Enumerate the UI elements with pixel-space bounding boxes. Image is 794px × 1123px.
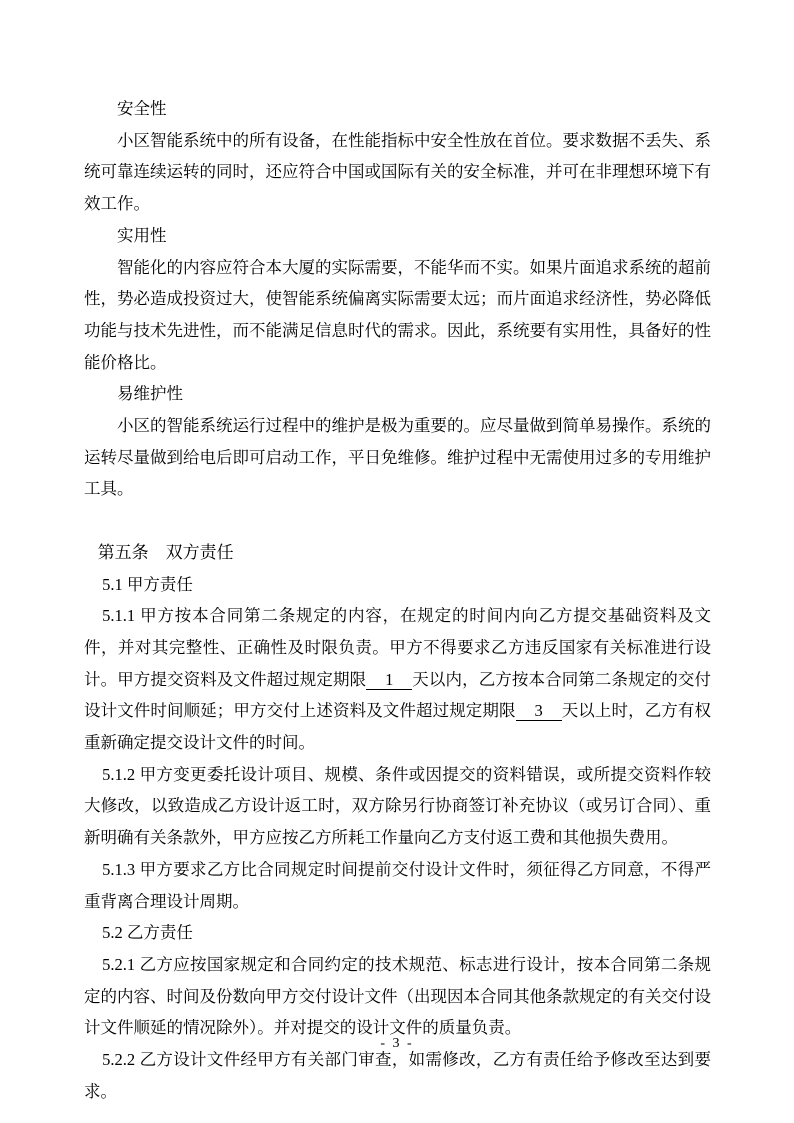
filled-blank-days-within: 1 <box>366 671 412 690</box>
principle-title-safety: 安全性 <box>117 99 167 118</box>
principle-title-maintainability: 易维护性 <box>117 384 183 404</box>
clause-5-2-title: 5.2 乙方责任 <box>102 923 193 943</box>
principle-body-practicality: 智能化的内容应符合本大厦的实际需要，不能华而不实。如果片面追求系统的超前性，势必造成投资过大，使智能系统偏离实际需要太远；而片面追求经济性，势必降低功能与技术先进性，而不能满足信息时代的需求。因此，系统要有实用性，具备好的性能价格比。 <box>84 257 711 372</box>
page-footer <box>0 1036 794 1052</box>
filled-blank-days-over: 3 <box>516 702 562 721</box>
article5-heading: 第五条 双方责任 <box>97 542 234 562</box>
principle-body-safety: 小区智能系统中的所有设备，在性能指标中安全性放在首位。要求数据不丢失、系统可靠连续运转的同时，还应符合中国或国际有关的安全标准，并可在非理想环境下有效工作。 <box>84 130 711 214</box>
clause-5-2-1: 5.2.1 乙方应按国家规定和合同约定的技术规范、标志进行设计，按本合同第二条规定的内容、时间及份数向甲方交付设计文件（出现因本合同其他条款规定的有关交付设计文件顺延的情况除外）。并对提交的设计文件的质量负责。 <box>84 954 711 1038</box>
clause-5-1-1 <box>84 600 711 759</box>
clause-5-2-2: 5.2.2 乙方设计文件经甲方有关部门审查，如需修改，乙方有责任给予修改至达到要求。 <box>84 1050 711 1101</box>
clause-5-1-1-text-b: 天以内，乙方按本合同第二条规定的交付设计文件时间顺延；甲方交付上述资料及文件超过规定期限 <box>84 669 712 721</box>
clause-5-1-1-text-a: 5.1.1 甲方按本合同第二条规定的内容，在规定的时间内向乙方提交基础资料及文件，并对其完整性、正确性及时限负责。甲方不得要求乙方违反国家有关标准进行设计。甲方提交资料及文件超过规定期限 <box>84 606 711 689</box>
clause-5-1-3: 5.1.3 甲方要求乙方比合同规定时间提前交付设计文件时，须征得乙方同意，不得严重背离合理设计周期。 <box>84 859 711 911</box>
principle-body-maintainability: 小区的智能系统运行过程中的维护是极为重要的。应尽量做到简单易操作。系统的运转尽量做到给电后即可启动工作，平日免维修。维护过程中无需使用过多的专用维护工具。 <box>84 416 711 499</box>
clause-5-1-2: 5.1.2 甲方变更委托设计项目、规模、条件或因提交的资料错误，或所提交资料作较大修改，以致造成乙方设计返工时，双方除另行协商签订补充协议（或另订合同）、重新明确有关条款外，甲方应按乙方所耗工作量向乙方支付返工费和其他损失费用。 <box>84 764 711 848</box>
clause-5-1-1-text-c: 天以上时，乙方有权重新确定提交设计文件的时间。 <box>84 701 712 753</box>
clause-5-1-title: 5.1 甲方责任 <box>102 574 193 594</box>
document-content <box>84 93 711 1107</box>
principle-title-practicality: 实用性 <box>117 225 167 245</box>
page-number: - 3 - <box>380 1036 414 1051</box>
